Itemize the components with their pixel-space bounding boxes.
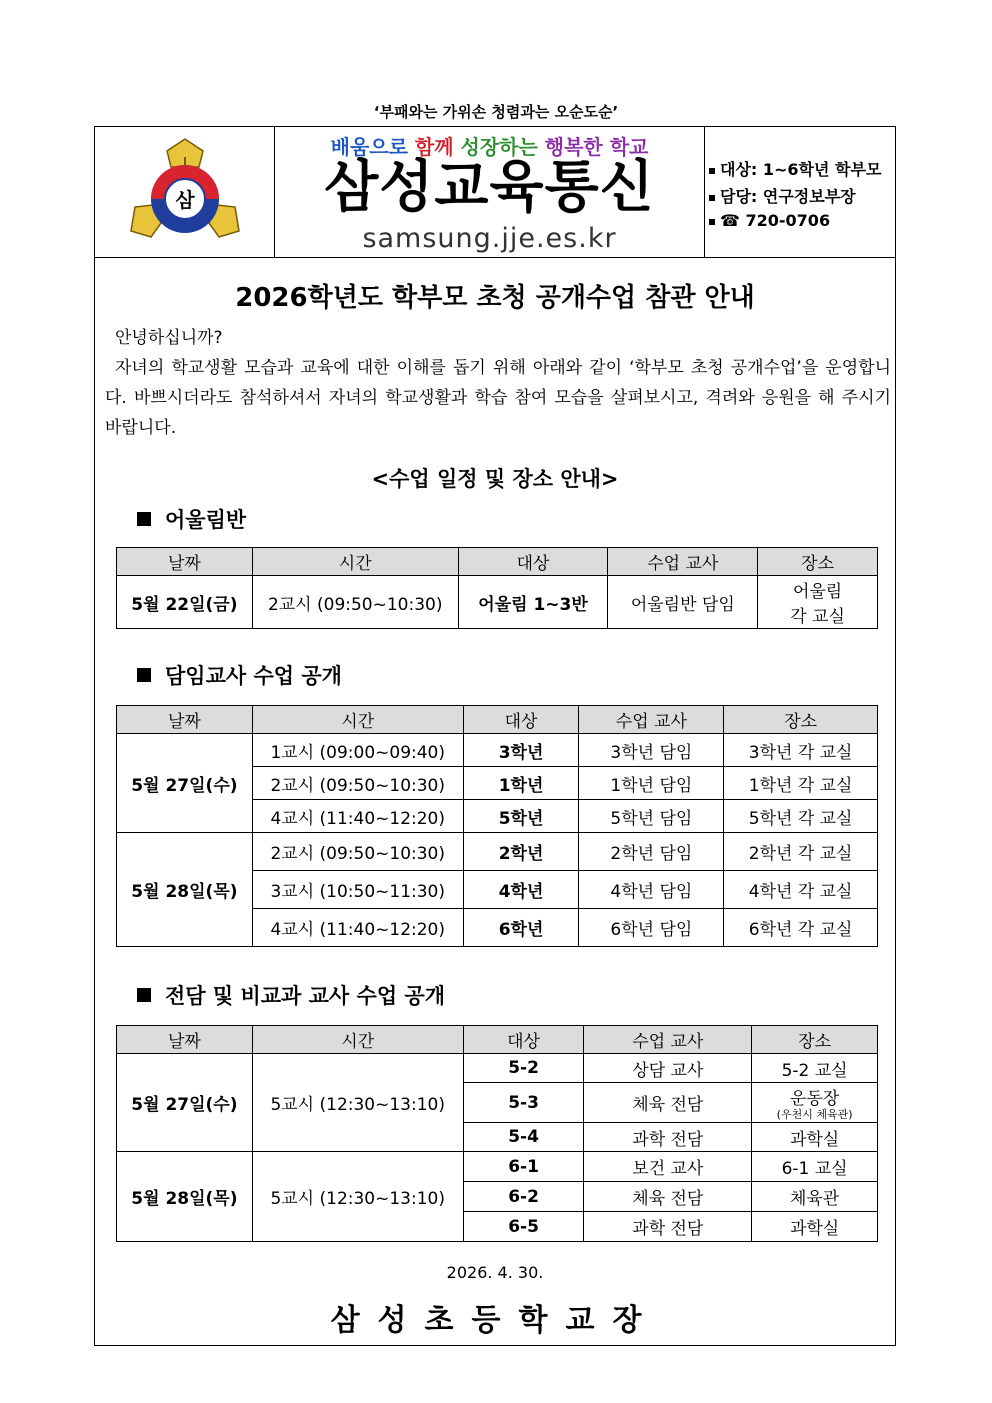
cell-place: 3학년 각 교실 <box>724 734 878 767</box>
slogan-part: 성장하는 <box>460 135 545 159</box>
header-date: 날짜 <box>117 706 253 734</box>
cell-place: 1학년 각 교실 <box>724 767 878 800</box>
cell-teacher: 5학년 담임 <box>579 800 724 833</box>
cell-place: 6-1 교실 <box>752 1152 878 1182</box>
cell-target: 1학년 <box>463 767 579 800</box>
cell-teacher: 과학 전담 <box>584 1123 752 1152</box>
cell-teacher: 보건 교사 <box>584 1152 752 1182</box>
cell-target: 5-3 <box>463 1083 584 1123</box>
cell-target: 6-5 <box>463 1212 584 1242</box>
cell-place: 어울림 각 교실 <box>758 576 878 629</box>
cell-teacher: 4학년 담임 <box>579 871 724 909</box>
cell-time: 5교시 (12:30~13:10) <box>252 1054 463 1152</box>
slogan-part: 함께 <box>414 135 461 159</box>
cell-place: 5-2 교실 <box>752 1054 878 1083</box>
cell-place: 운동장 (우천시 체육관) <box>752 1083 878 1123</box>
header-date: 날짜 <box>117 1026 253 1054</box>
table-row <box>117 1054 878 1083</box>
cell-target: 6학년 <box>463 909 579 947</box>
cell-target: 5학년 <box>463 800 579 833</box>
cell-place: 체육관 <box>752 1182 878 1212</box>
newsletter-title: 삼성교육통신 <box>324 155 655 220</box>
cell-teacher: 3학년 담임 <box>579 734 724 767</box>
cell-place: 과학실 <box>752 1212 878 1242</box>
newsletter-info <box>705 127 895 257</box>
cell-date: 5월 27일(수) <box>117 1054 253 1152</box>
info-target: 대상: 1~6학년 학부모 <box>709 157 881 180</box>
cell-date: 5월 28일(목) <box>117 1152 253 1242</box>
cell-target: 2학년 <box>463 833 579 871</box>
info-contact-person: 담당: 연구정보부장 <box>709 184 856 207</box>
cell-teacher: 어울림반 담임 <box>608 576 758 629</box>
cell-date: 5월 27일(수) <box>117 734 253 833</box>
schedule-table-oulim <box>116 547 878 629</box>
header-time: 시간 <box>252 706 463 734</box>
intro-text <box>105 323 891 443</box>
motto: ‘부패와는 가위손 청렴과는 오순도순’ <box>373 103 619 121</box>
school-logo <box>95 127 275 257</box>
section-heading: 담임교사 수업 공개 <box>137 660 342 690</box>
school-url[interactable]: samsung.jje.es.kr <box>362 223 617 254</box>
cell-time: 2교시 (09:50~10:30) <box>252 767 463 800</box>
cell-time: 1교시 (09:00~09:40) <box>252 734 463 767</box>
document-title: 2026학년도 학부모 초청 공개수업 참관 안내 <box>235 283 755 313</box>
header-target: 대상 <box>458 548 608 576</box>
schedule-table-specialist <box>116 1025 878 1242</box>
cell-time: 3교시 (10:50~11:30) <box>252 871 463 909</box>
table-header-row <box>117 548 878 576</box>
svg-text:삼: 삼 <box>175 188 195 212</box>
cell-place: 2학년 각 교실 <box>724 833 878 871</box>
table-header-row <box>117 706 878 734</box>
cell-place: 4학년 각 교실 <box>724 871 878 909</box>
section-heading: 어울림반 <box>137 504 246 534</box>
cell-date: 5월 28일(목) <box>117 833 253 947</box>
schedule-subtitle: <수업 일정 및 장소 안내> <box>371 467 619 491</box>
slogan-part: 행복한 학교 <box>544 135 649 159</box>
cell-teacher: 2학년 담임 <box>579 833 724 871</box>
cell-teacher: 체육 전담 <box>584 1083 752 1123</box>
cell-target: 3학년 <box>463 734 579 767</box>
cell-teacher: 상담 교사 <box>584 1054 752 1083</box>
cell-target: 어울림 1~3반 <box>458 576 608 629</box>
intro-body: 자녀의 학교생활 모습과 교육에 대한 이해를 돕기 위해 아래와 같이 ‘학부모 초청 공개수업’을 운영합니다. 바쁘시더라도 참석하셔서 자녀의 학교생활과 학습 참여 모습을 살펴보시고, 격려와 응원을 해 주시기 바랍니다. <box>105 358 891 438</box>
info-phone: ☎ 720-0706 <box>709 211 830 230</box>
cell-target: 6-1 <box>463 1152 584 1182</box>
cell-place: 5학년 각 교실 <box>724 800 878 833</box>
cell-time: 5교시 (12:30~13:10) <box>252 1152 463 1242</box>
schedule-table-homeroom <box>116 705 878 947</box>
table-row <box>117 576 878 629</box>
cell-time: 4교시 (11:40~12:20) <box>252 909 463 947</box>
header-teacher: 수업 교사 <box>579 706 724 734</box>
header-place: 장소 <box>758 548 878 576</box>
newsletter-header <box>95 127 895 258</box>
header-time: 시간 <box>252 548 458 576</box>
cell-time: 2교시 (09:50~10:30) <box>252 576 458 629</box>
cell-date: 5월 22일(금) <box>117 576 253 629</box>
table-row <box>117 734 878 767</box>
cell-target: 5-4 <box>463 1123 584 1152</box>
header-place: 장소 <box>724 706 878 734</box>
header-teacher: 수업 교사 <box>584 1026 752 1054</box>
cell-teacher: 체육 전담 <box>584 1182 752 1212</box>
cell-time: 2교시 (09:50~10:30) <box>252 833 463 871</box>
school-emblem-icon <box>95 127 275 257</box>
slogan-part: 배움으로 <box>330 135 415 159</box>
principal-signature: 삼성초등학교장 <box>330 1303 660 1338</box>
cell-teacher: 1학년 담임 <box>579 767 724 800</box>
header-teacher: 수업 교사 <box>608 548 758 576</box>
table-header-row <box>117 1026 878 1054</box>
cell-target: 6-2 <box>463 1182 584 1212</box>
cell-teacher: 과학 전담 <box>584 1212 752 1242</box>
header-place: 장소 <box>752 1026 878 1054</box>
header-date: 날짜 <box>117 548 253 576</box>
greeting: 안녕하십니까? <box>115 328 223 348</box>
section-heading: 전담 및 비교과 교사 수업 공개 <box>137 980 445 1010</box>
table-row <box>117 1152 878 1182</box>
header-target: 대상 <box>463 706 579 734</box>
table-row <box>117 833 878 871</box>
issue-date: 2026. 4. 30. <box>446 1263 544 1282</box>
cell-target: 4학년 <box>463 871 579 909</box>
cell-teacher: 6학년 담임 <box>579 909 724 947</box>
cell-time: 4교시 (11:40~12:20) <box>252 800 463 833</box>
cell-place: 과학실 <box>752 1123 878 1152</box>
masthead <box>275 127 705 257</box>
header-time: 시간 <box>252 1026 463 1054</box>
cell-target: 5-2 <box>463 1054 584 1083</box>
newsletter-frame <box>94 126 896 1346</box>
header-target: 대상 <box>463 1026 584 1054</box>
cell-place: 6학년 각 교실 <box>724 909 878 947</box>
